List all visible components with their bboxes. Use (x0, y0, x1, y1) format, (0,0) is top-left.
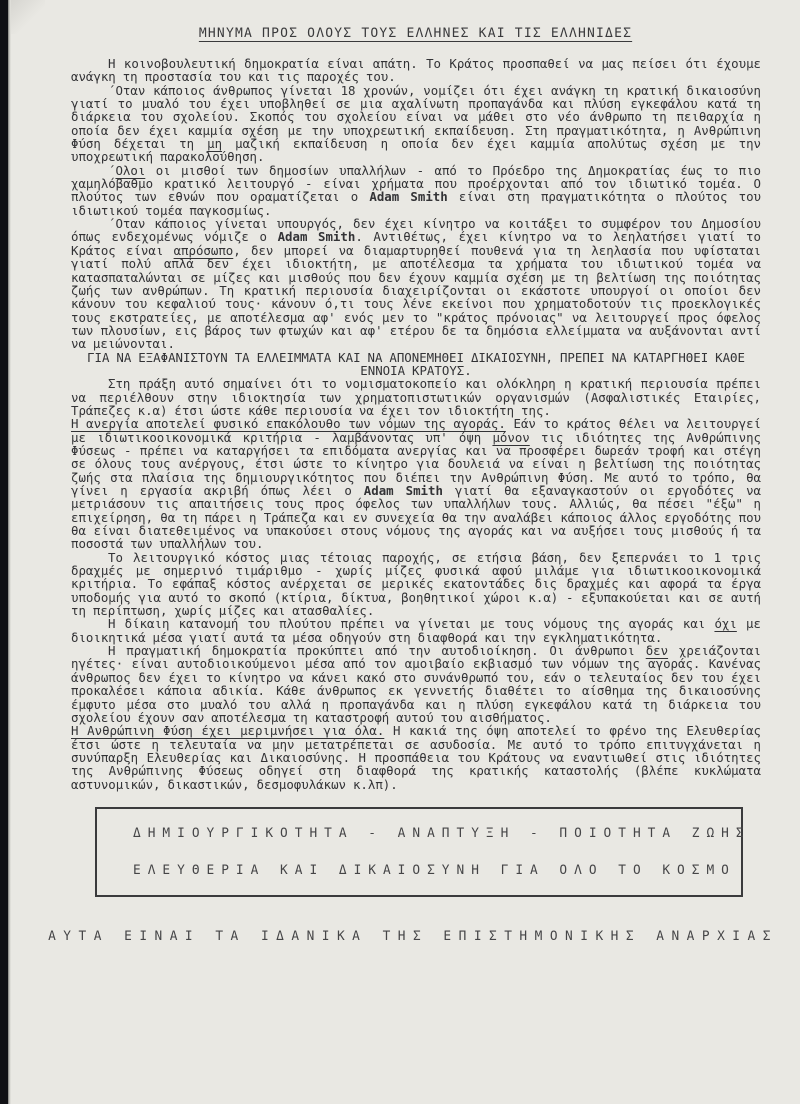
document-page (11, 0, 800, 1104)
paragraph: Η κοινοβουλευτική δημοκρατία είναι απάτη. Το Κράτος προσπαθεί να μας πείσει ότι έχουμε ανάγκη τη προστασία του και τις παροχές του. (71, 56, 761, 85)
scan-edge-strip (0, 0, 8, 1104)
document-title: ΜΗΝΥΜΑ ΠΡΟΣ ΟΛΟΥΣ ΤΟΥΣ ΕΛΛΗΝΕΣ ΚΑΙ ΤΙΣ ΕΛΛΗΝΙΔΕΣ (198, 26, 633, 41)
document-body (71, 57, 761, 791)
footer-slogan: ΑΥΤΑ ΕΙΝΑΙ ΤΑ ΙΔΑΝΙΚΑ ΤΗΣ ΕΠΙΣΤΗΜΟΝΙΚΗΣ ΑΝΑΡΧΙΑΣ (48, 928, 778, 944)
paragraph: Η δίκαιη κατανομή του πλούτου πρέπει να γίνεται με τους νόμους της αγοράς και όχι με διοικητικά μέσα γιατί αυτά τα μέσα οδηγούν στη διαφθορά και την εγκληματικότητα. (71, 616, 761, 645)
paragraph: Στη πράξη αυτό σημαίνει ότι το νομισματοκοπείο και ολόκληρη η κρατική περιουσία πρέπει να περιέλθουν στην ιδιοκτησία των χρηματοπιστωτικών οργανισμών (Ασφαλιστικές Εταιρίες, Τράπεζες κ.α) έτσι ώστε κάθε περιουσία να έχει τον ιδιοκτήτη της. (71, 376, 761, 418)
paragraph: ΓΙΑ ΝΑ ΕΞΑΦΑΝΙΣΤΟΥΝ ΤΑ ΕΛΛΕΙΜΜΑΤΑ ΚΑΙ ΝΑ ΑΠΟΝΕΜΗΘΕΙ ΔΙΚΑΙΟΣΥΝΗ, ΠΡΕΠΕΙ ΝΑ ΚΑΤΑΡΓΗΘΕΙ ΚΑΘΕ ΕΝΝΟΙΑ ΚΡΑΤΟΥΣ. (87, 349, 745, 378)
paragraph: Το λειτουργικό κόστος μιας τέτοιας παροχής, σε ετήσια βάση, δεν ξεπερνάει το 1 τρις δραχμές με σημερινό τιμάριθμο - χωρίς μίζες φυσικά αφού μιλάμε για ιδιωτικοοικονομικά κριτήρια. Το εφάπαξ κόστος ανέρχεται σε μερικές εκατοντάδες δις δραχμές και αφορά τα έργα υποδομής για αυτό το σκοπό (κτίρια, δίκτυα, βοηθητικοί χώροι κ.α) - εξυπακούεται και σε αυτή τη περίπτωση, χωρίς μίζες και ατασθαλίες. (71, 549, 761, 619)
paragraph: ΄Οταν κάποιος άνθρωπος γίνεται 18 χρονών, νομίζει ότι έχει ανάγκη τη κρατική δικαιοσύνη γιατί το μυαλό του έχει υποβληθεί σε μια αχαλίνωτη προπαγάνδα και πλύση εγκεφάλου κατά τη διάρκεια του σχολείου. Σκοπός του σχολείου είναι να μάθει στο νέο άνθρωπο τη πειθαρχία η οποία δεν έχει καμμία σχέση με την υποχρεωτική εκπαίδευση. Στη πραγματικότητα, η Ανθρώπινη Φύση δέχεται τη μη μαζική εκπαίδευση η οποία δεν έχει καμμία απολύτως σχέση με την υποχρεωτική παρακολούθηση. (71, 82, 761, 165)
paragraph: Η Ανθρώπινη Φύση έχει μεριμνήσει για όλα. Η κακιά της όψη αποτελεί το φρένο της Ελευθερίας έτσι ώστε η τελευταία να μην μετατρέπεται σε ασυδοσία. Με αυτό το τρόπο επιτυγχάνεται η συνύπαρξη Ελευθερίας και Δικαιοσύνης. Η προσπάθεια του Κράτους να εναντιωθεί στις ιδιότητες της Ανθρώπινης Φύσεως οδηγεί στη διαφθορά της κρατικής καταστολής (βλέπε κυκλώματα αστυνομικών, δικαστικών, δεσμοφυλάκων κ.λπ). (71, 723, 761, 792)
paragraph: Η πραγματική δημοκρατία προκύπτει από την αυτοδιοίκηση. Οι άνθρωποι δεν χρειάζονται ηγέτες· είναι αυτοδιοικούμενοι μέσα από τον αμοιβαίο εκβιασμό των νόμων της αγοράς. Κανένας άνθρωπος δεν έχει το κίνητρο να κάνει κακό στο συνάνθρωπό του, εάν ο τελευταίος δεν του έχει προκαλέσει κάποια αδικία. Κάθε άνθρωπος εκ γεννετής διαθέτει το αίσθημα της δικαιοσύνης έμφυτο μέσα στο μυαλό του αλλά η προπαγάνδα και η πλύση εγκεφάλου κατά τη διάρκεια του σχολείου έχουν σαν αποτέλεσμα τη καταστροφή αυτού του αισθήματος. (71, 643, 761, 725)
slogan-line-1: ΔΗΜΙΟΥΡΓΙΚΟΤΗΤΑ - ΑΝΑΠΤΥΞΗ - ΠΟΙΟΤΗΤΑ ΖΩΗΣ (133, 825, 751, 841)
paragraph: ΄Ολοι οι μισθοί των δημοσίων υπαλλήλων - από το Πρόεδρο της Δημοκρατίας έως το πιο χαμηλόβαθμο κρατικό λειτουργό - είναι χρήματα που προέρχονται από τον ιδιωτικό τομέα. Ο πλούτος των εθνών που οραματίζεται ο Adam Smith είναι στη πραγματικότητα ο πλούτος του ιδιωτικού τομέα παγκοσμίως. (71, 162, 761, 218)
slogan-box (95, 807, 751, 897)
slogan-line-2: ΕΛΕΥΘΕΡΙΑ ΚΑΙ ΔΙΚΑΙΟΣΥΝΗ ΓΙΑ ΟΛΟ ΤΟ ΚΟΣΜΟ (133, 862, 736, 878)
paragraph: Η ανεργία αποτελεί φυσικό επακόλουθο των νόμων της αγοράς. Εάν το κράτος θέλει να λειτουργεί με ιδιωτικοοικονομικά κριτήρια - λαμβάνοντας υπ' όψη μόνον τις ιδιότητες της Ανθρώπινης Φύσεως - πρέπει να καταργήσει τα επιδόματα ανεργίας και να προσφέρει δωρεάν τροφή και στέγη σε όλους τους ανέργους, έτσι ώστε το κίνητρο για δουλειά να είναι η βελτίωση της ποιότητας ζωής στα πλαίσια της δημιουργικότητος που διέπει την Ανθρώπινη Φύση. Με αυτό το τρόπο, θα γίνει η εργασία ακριβή όπως λέει ο Adam Smith γιατί θα εξαναγκαστούν οι εργοδότες να μετριάσουν τις απαιτήσεις τους προς όφελος των υπαλλήλων τους. Αλλιώς, θα πέσει "έξω" η επιχείρηση, θα τη πάρει η Τράπεζα και εν συνεχεία θα την αναλάβει κάποιος άλλος εργοδότης που θα είναι διατεθειμένος να υπακούσει στους νόμους της αγοράς και να αυξήσει τους μισθούς ή τα ποσοστά των υπαλλήλων του. (71, 416, 761, 552)
paragraph: ΄Οταν κάποιος γίνεται υπουργός, δεν έχει κίνητρο να κοιτάξει το συμφέρον του Δημοσίου όπως ενδεχομένως νόμιζε ο Adam Smith. Αντιθέτως, έχει κίνητρο να το λεηλατήσει γιατί το Κράτος είναι απρόσωπο, δεν μπορεί να διαμαρτυρηθεί πουθενά για τη λεηλασία που υφίσταται γιατί πολύ απλά δεν έχει ιδιοκτήτη, με αποτέλεσμα τα χρήματα του ιδιωτικού τομέα να κατασπαταλώνται σε μίζες και μισθούς που δεν έχουν καμμία σχέση με τη βελτίωση της ποιότητας ζωής των ανθρώπων. Τη κρατική περιουσία διαχειρίζονται οι εκάστοτε υπουργοί οι οποίοι δεν κάνουν του κεφαλιού τους· κάνουν ό,τι τους λένε εκείνοι που χρηματοδοτούν τις προεκλογικές τους εκστρατείες, με αποτέλεσμα αφ' ενός μεν το "κράτος πρόνοιας" να λειτουργεί προς όφελος των πλουσίων, εις βάρος των φτωχών και αφ' ετέρου δε τα δημόσια ελλείμματα να αυξάνονται αντί να μειώνονται. (71, 216, 762, 352)
